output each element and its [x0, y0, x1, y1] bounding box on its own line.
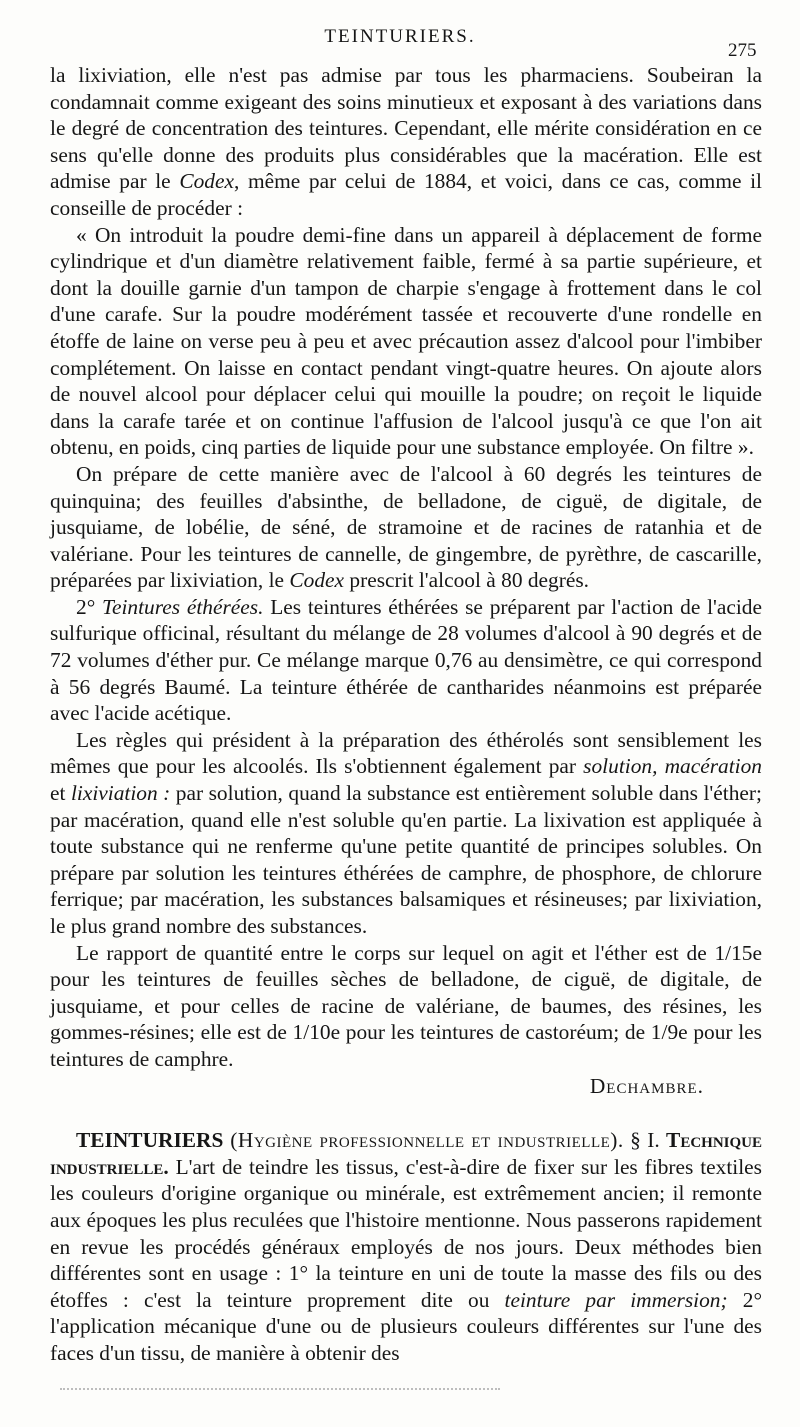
author-signature: Dechambre. [589, 1073, 704, 1098]
article-teinturiers: TEINTURIERS (Hygiène professionnelle et industrielle). § I. Technique industrielle. L'art de teindre les tissus, c'est-à-dire de fixer sur les fibres textiles les couleurs d'origine organique ou minérale, est extrêmement ancien; il remonte aux époques les plus reculées que l'histoire mentionne. Nous passerons rapidement en revue les procédés généraux employés de nos jours. Deux méthodes bien différentes sont en usage : 1° la teinture en uni de toute la masse des fils ou des étoffes : c'est la teinture proprement dite ou teinture par immersion; 2° l'application mécanique d'une ou de plusieurs couleurs différentes sur l'une des faces d'un tissu, de manière à obtenir des [50, 1128, 762, 1365]
section-title: Technique industrielle. [50, 1128, 762, 1179]
paragraph-rapport-quantite: Le rapport de quantité entre le corps sur lequel on agit et l'éther est de 1/15e pour les teintures de feuilles sèches de belladone, de ciguë, de digitale, de jusquiame, et pour celles de racine de valériane, de baumes, des résines, les gommes-résines; elle est de 1/10e pour les teintures de castoréum; de 1/9e pour les teintures de camphre. [50, 940, 762, 1071]
article-subtitle: (Hygiène professionnelle et industrielle). [223, 1128, 624, 1153]
article-separator [50, 1099, 762, 1127]
page-body [50, 62, 762, 1367]
page-number: 275 [728, 40, 757, 61]
running-title: TEINTURIERS. [324, 26, 476, 47]
section-title-etherees: Teintures éthérées. [102, 594, 264, 619]
section-mark: § I. [623, 1128, 667, 1153]
codex-ref: Codex [179, 169, 234, 194]
codex-ref: Codex [289, 568, 345, 593]
scan-artifact-line [60, 1388, 500, 1393]
paragraph-etherolés: Les règles qui président à la préparation des éthérolés sont sensiblement les mêmes que pour les alcoolés. Ils s'obtiennent également par solution, macération et lixiviation : par solution, quand la substance est entièrement soluble dans l'éther; par macération, quand elle n'est soluble qu'en partie. La lixivation est appliquée à toute substance qui ne renferme qu'une petite quantité de principes solubles. On prépare par solution les teintures éthérées de camphre, de phosphore, de chlorure ferrique; par macération, les substances balsamiques et résineuses; par lixiviation, le plus grand nombre des substances. [50, 727, 762, 938]
paragraph-teintures-etherees: 2° Teintures éthérées. Les teintures éthérées se préparent par l'action de l'acide sulfurique officinal, résultant du mélange de 28 volumes d'alcool à 90 degrés et de 72 volumes d'éther pur. Ce mélange marque 0,76 au densimètre, ce qui correspond à 56 degrés Baumé. La teinture éthérée de cantharides néanmoins est préparée avec l'acide acétique. [50, 594, 762, 726]
paragraph-quote-codex: « On introduit la poudre demi-fine dans un appareil à déplacement de forme cylindrique et d'un diamètre relativement faible, fermé à sa partie supérieure, et dont la douille garnie d'un tampon de charpie s'engage à frottement dans le col d'une carafe. Sur la poudre modérément tassée et recouverte d'une rondelle en étoffe de laine on verse peu à peu et avec précaution assez d'alcool pour l'imbiber complétement. On laisse en contact pendant vingt-quatre heures. On ajoute alors de nouvel alcool pour déplacer celui qui mouille la poudre; on reçoit le liquide dans la carafe tarée et on continue l'affusion de l'alcool jusqu'à ce que l'on ait obtenu, en poids, cinq parties de liquide pour une substance employée. On filtre ». [50, 222, 762, 460]
paragraph-lixiviation: la lixiviation, elle n'est pas admise par tous les pharmaciens. Soubeiran la condamnait comme exigeant des soins minutieux et exposant à des variations dans le degré de concentration des teintures. Cependant, elle mérite considération en ce sens qu'elle donne des produits plus considérables que la macération. Elle est admise par le Codex, même par celui de 1884, et voici, dans ce cas, comme il conseille de procéder : [50, 63, 762, 220]
article-headword: TEINTURIERS [76, 1128, 224, 1153]
paragraph-alcool-60: On prépare de cette manière avec de l'alcool à 60 degrés les teintures de quinquina; des feuilles d'absinthe, de belladone, de ciguë, de digitale, de jusquiame, de lobélie, de séné, de stramoine et de racines de ratanhia et de valériane. Pour les teintures de cannelle, de gingembre, de pyrèthre, de cascarille, préparées par lixiviation, le Codex prescrit l'alcool à 80 degrés. [50, 461, 762, 593]
